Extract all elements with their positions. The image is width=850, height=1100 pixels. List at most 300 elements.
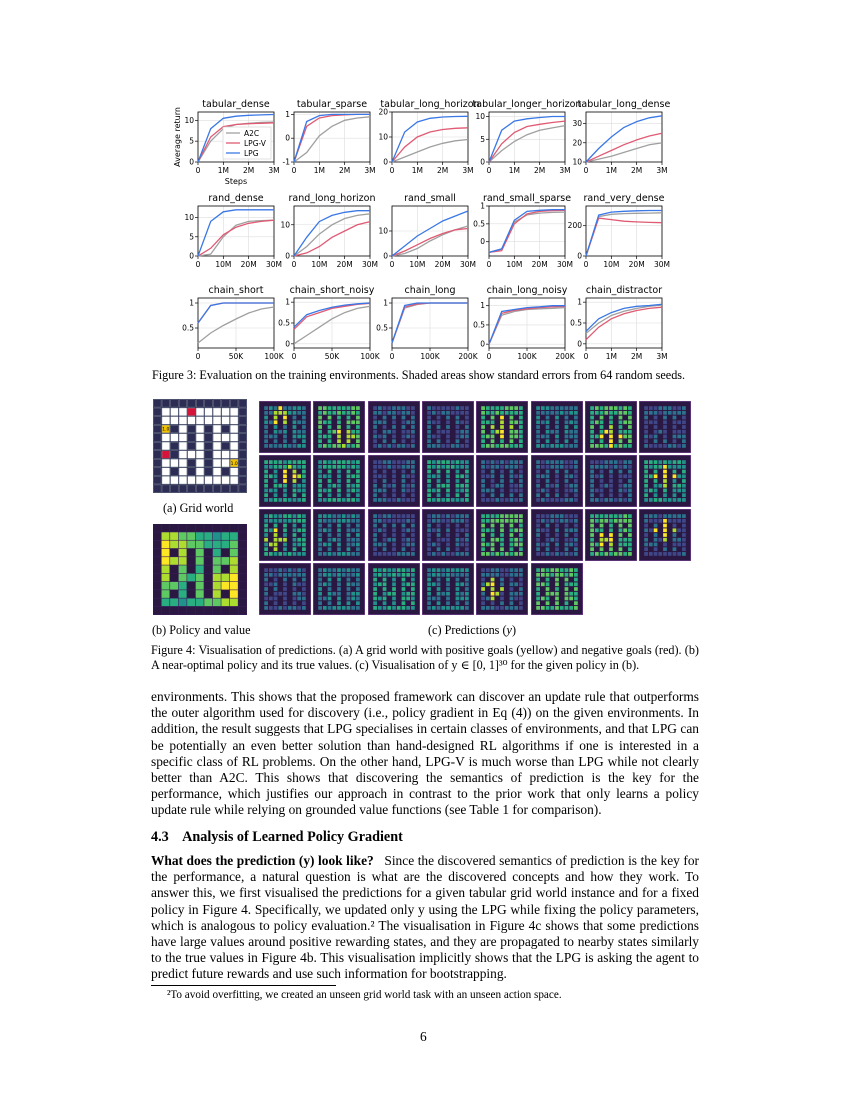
prediction-cell — [644, 533, 648, 537]
prediction-cell — [337, 416, 341, 420]
prediction-cell — [347, 479, 351, 483]
prediction-cell — [274, 460, 278, 464]
prediction-cell — [564, 484, 568, 488]
prediction-cell — [545, 524, 549, 528]
value-cell — [162, 607, 170, 615]
prediction-cell — [437, 406, 441, 410]
prediction-cell — [302, 425, 306, 429]
prediction-cell — [677, 444, 681, 448]
prediction-cell — [283, 479, 287, 483]
prediction-cell — [609, 444, 613, 448]
prediction-cell — [510, 552, 514, 556]
prediction-cell — [269, 465, 273, 469]
prediction-cell — [519, 470, 523, 474]
value-cell — [204, 532, 212, 540]
prediction-cell — [515, 538, 519, 542]
prediction-cell — [663, 420, 667, 424]
prediction-cell — [333, 519, 337, 523]
prediction-cell — [319, 592, 323, 596]
prediction-cell — [500, 489, 504, 493]
prediction-cell — [540, 444, 544, 448]
prediction-cell — [427, 470, 431, 474]
prediction-cell — [269, 543, 273, 547]
prediction-cell — [446, 519, 450, 523]
prediction-cell — [352, 606, 356, 610]
prediction-cell — [545, 416, 549, 420]
prediction-cell — [510, 592, 514, 596]
prediction-cell — [441, 514, 445, 518]
prediction-cell — [599, 489, 603, 493]
prediction-cell — [481, 533, 485, 537]
prediction-cell — [356, 552, 360, 556]
prediction-cell — [437, 578, 441, 582]
prediction-cell — [677, 430, 681, 434]
prediction-map — [422, 509, 474, 561]
prediction-cell — [396, 606, 400, 610]
prediction-cell — [382, 573, 386, 577]
prediction-cell — [283, 439, 287, 443]
prediction-cell — [373, 592, 377, 596]
prediction-cell — [401, 592, 405, 596]
prediction-cell — [323, 489, 327, 493]
prediction-cell — [536, 498, 540, 502]
x-tick-label: 1M — [605, 352, 617, 361]
grid-cell — [162, 485, 170, 493]
prediction-cell — [649, 528, 653, 532]
prediction-cell — [460, 514, 464, 518]
prediction-cell — [328, 568, 332, 572]
prediction-cell — [328, 524, 332, 528]
prediction-cell — [356, 498, 360, 502]
prediction-cell — [644, 479, 648, 483]
prediction-cell — [274, 498, 278, 502]
prediction-cell — [569, 568, 573, 572]
x-tick-label: 20M — [336, 260, 353, 269]
prediction-cell — [505, 552, 509, 556]
prediction-cell — [536, 406, 540, 410]
prediction-cell — [481, 552, 485, 556]
grid-cell — [239, 434, 247, 442]
prediction-cell — [569, 538, 573, 542]
prediction-cell — [505, 573, 509, 577]
prediction-map-svg — [368, 509, 420, 561]
prediction-cell — [392, 406, 396, 410]
prediction-cell — [278, 552, 282, 556]
prediction-cell — [378, 435, 382, 439]
prediction-cell — [269, 435, 273, 439]
grid-cell — [213, 417, 221, 425]
prediction-cell — [323, 543, 327, 547]
prediction-cell — [437, 474, 441, 478]
prediction-cell — [387, 568, 391, 572]
prediction-cell — [515, 514, 519, 518]
prediction-cell — [373, 568, 377, 572]
value-cell — [230, 549, 238, 557]
prediction-cell — [406, 498, 410, 502]
prediction-cell — [590, 519, 594, 523]
prediction-cell — [481, 430, 485, 434]
value-cell — [153, 582, 161, 590]
prediction-cell — [510, 514, 514, 518]
prediction-cell — [382, 484, 386, 488]
prediction-cell — [590, 489, 594, 493]
prediction-cell — [673, 547, 677, 551]
prediction-cell — [378, 573, 382, 577]
prediction-cell — [644, 519, 648, 523]
prediction-cell — [644, 444, 648, 448]
prediction-cell — [491, 592, 495, 596]
value-cell — [204, 598, 212, 606]
value-cell — [170, 532, 178, 540]
prediction-cell — [283, 573, 287, 577]
prediction-cell — [595, 411, 599, 415]
prediction-cell — [590, 474, 594, 478]
prediction-cell — [392, 547, 396, 551]
prediction-cell — [293, 435, 297, 439]
prediction-cell — [481, 547, 485, 551]
prediction-cell — [437, 552, 441, 556]
prediction-cell — [654, 430, 658, 434]
prediction-cell — [519, 465, 523, 469]
prediction-cell — [644, 460, 648, 464]
prediction-cell — [465, 444, 469, 448]
prediction-cell — [500, 406, 504, 410]
prediction-cell — [536, 592, 540, 596]
prediction-cell — [293, 493, 297, 497]
section-number: 4.3 — [151, 829, 169, 845]
prediction-cell — [401, 514, 405, 518]
prediction-cell — [564, 470, 568, 474]
prediction-cell — [427, 524, 431, 528]
prediction-cell — [574, 416, 578, 420]
x-tick-label: 200K — [458, 352, 478, 361]
prediction-cell — [392, 578, 396, 582]
prediction-cell — [595, 465, 599, 469]
prediction-cell — [455, 514, 459, 518]
grid-cell — [188, 485, 196, 493]
grid-cell — [196, 434, 204, 442]
prediction-cell — [465, 420, 469, 424]
prediction-cell — [550, 484, 554, 488]
grid-cell — [171, 408, 179, 416]
y-tick-label: 0.5 — [570, 318, 582, 328]
chart-title: chain_short — [208, 285, 264, 296]
value-cell — [153, 524, 161, 532]
prediction-cell — [347, 519, 351, 523]
prediction-map-svg — [422, 455, 474, 507]
prediction-cell — [352, 592, 356, 596]
x-tick-label: 2M — [534, 166, 546, 175]
prediction-cell — [465, 533, 469, 537]
grid-cell — [196, 451, 204, 459]
prediction-cell — [373, 582, 377, 586]
prediction-cell — [599, 474, 603, 478]
prediction-cell — [356, 597, 360, 601]
prediction-cell — [481, 601, 485, 605]
value-cell — [153, 565, 161, 573]
prediction-cell — [564, 524, 568, 528]
subcaption-c-suffix: ) — [511, 623, 517, 637]
prediction-cell — [491, 573, 495, 577]
prediction-cell — [536, 470, 540, 474]
prediction-cell — [682, 465, 686, 469]
prediction-cell — [519, 568, 523, 572]
prediction-cell — [564, 547, 568, 551]
prediction-cell — [356, 573, 360, 577]
prediction-cell — [465, 552, 469, 556]
prediction-cell — [446, 582, 450, 586]
prediction-cell — [465, 425, 469, 429]
prediction-cell — [278, 606, 282, 610]
prediction-cell — [460, 420, 464, 424]
grid-cell — [205, 442, 213, 450]
prediction-cell — [628, 524, 632, 528]
prediction-cell — [451, 406, 455, 410]
prediction-cell — [500, 460, 504, 464]
prediction-cell — [427, 533, 431, 537]
prediction-cell — [465, 587, 469, 591]
prediction-cell — [569, 597, 573, 601]
prediction-cell — [491, 479, 495, 483]
prediction-cell — [555, 528, 559, 532]
predictions-grid — [259, 401, 691, 613]
prediction-cell — [278, 592, 282, 596]
prediction-cell — [427, 435, 431, 439]
prediction-cell — [319, 474, 323, 478]
prediction-cell — [441, 592, 445, 596]
prediction-cell — [536, 528, 540, 532]
value-cell — [170, 549, 178, 557]
y-tick-label: 10 — [280, 220, 290, 230]
value-cell — [221, 549, 229, 557]
prediction-cell — [352, 420, 356, 424]
prediction-cell — [319, 439, 323, 443]
prediction-cell — [623, 528, 627, 532]
y-tick-label: 0 — [285, 339, 290, 349]
prediction-map — [422, 401, 474, 453]
prediction-cell — [550, 514, 554, 518]
prediction-cell — [590, 498, 594, 502]
prediction-cell — [337, 519, 341, 523]
prediction-cell — [437, 601, 441, 605]
prediction-cell — [455, 465, 459, 469]
grid-cell — [188, 417, 196, 425]
prediction-cell — [481, 420, 485, 424]
y-tick-label: 10 — [378, 132, 388, 142]
prediction-cell — [401, 416, 405, 420]
prediction-cell — [618, 489, 622, 493]
prediction-cell — [441, 444, 445, 448]
prediction-cell — [481, 573, 485, 577]
grid-cell — [205, 434, 213, 442]
prediction-cell — [590, 430, 594, 434]
value-cell — [230, 582, 238, 590]
prediction-cell — [293, 406, 297, 410]
prediction-cell — [545, 514, 549, 518]
prediction-cell — [432, 420, 436, 424]
prediction-cell — [536, 606, 540, 610]
prediction-cell — [659, 444, 663, 448]
prediction-cell — [682, 538, 686, 542]
prediction-cell — [604, 484, 608, 488]
grid-cell — [213, 468, 221, 476]
prediction-cell — [555, 606, 559, 610]
value-cell — [204, 574, 212, 582]
prediction-cell — [347, 573, 351, 577]
prediction-cell — [491, 474, 495, 478]
y-tick-label: 5 — [189, 136, 194, 146]
prediction-cell — [510, 484, 514, 488]
prediction-cell — [545, 493, 549, 497]
grid-cell — [239, 485, 247, 493]
value-cell — [179, 582, 187, 590]
grid-cell — [205, 451, 213, 459]
prediction-cell — [496, 568, 500, 572]
prediction-map-svg — [476, 401, 528, 453]
prediction-cell — [574, 519, 578, 523]
prediction-cell — [323, 519, 327, 523]
prediction-cell — [427, 519, 431, 523]
x-tick-label: 0 — [195, 260, 201, 269]
prediction-cell — [574, 524, 578, 528]
prediction-cell — [401, 420, 405, 424]
prediction-cell — [274, 489, 278, 493]
prediction-cell — [590, 420, 594, 424]
value-cell — [170, 598, 178, 606]
prediction-cell — [283, 406, 287, 410]
prediction-cell — [510, 524, 514, 528]
prediction-cell — [293, 425, 297, 429]
prediction-cell — [347, 489, 351, 493]
prediction-cell — [392, 444, 396, 448]
value-cell — [162, 524, 170, 532]
prediction-cell — [604, 430, 608, 434]
prediction-cell — [515, 597, 519, 601]
prediction-cell — [555, 592, 559, 596]
prediction-cell — [564, 538, 568, 542]
prediction-cell — [564, 479, 568, 483]
prediction-cell — [427, 430, 431, 434]
prediction-cell — [283, 420, 287, 424]
prediction-cell — [427, 543, 431, 547]
prediction-cell — [264, 479, 268, 483]
prediction-cell — [352, 465, 356, 469]
prediction-cell — [510, 538, 514, 542]
prediction-cell — [590, 493, 594, 497]
prediction-cell — [569, 592, 573, 596]
prediction-cell — [319, 524, 323, 528]
prediction-cell — [460, 435, 464, 439]
prediction-cell — [411, 493, 415, 497]
prediction-cell — [574, 420, 578, 424]
prediction-cell — [510, 597, 514, 601]
prediction-cell — [406, 430, 410, 434]
value-cell — [196, 607, 204, 615]
grid-cell — [205, 476, 213, 484]
prediction-cell — [500, 444, 504, 448]
prediction-cell — [609, 435, 613, 439]
prediction-cell — [337, 587, 341, 591]
prediction-cell — [555, 479, 559, 483]
prediction-cell — [618, 547, 622, 551]
prediction-cell — [278, 519, 282, 523]
prediction-cell — [550, 460, 554, 464]
prediction-cell — [618, 552, 622, 556]
prediction-cell — [500, 474, 504, 478]
prediction-cell — [515, 411, 519, 415]
prediction-cell — [564, 592, 568, 596]
prediction-cell — [274, 597, 278, 601]
prediction-cell — [590, 411, 594, 415]
prediction-cell — [387, 573, 391, 577]
prediction-cell — [406, 444, 410, 448]
prediction-cell — [446, 524, 450, 528]
prediction-cell — [569, 474, 573, 478]
prediction-cell — [481, 411, 485, 415]
prediction-cell — [446, 484, 450, 488]
prediction-cell — [519, 484, 523, 488]
prediction-cell — [668, 406, 672, 410]
prediction-cell — [323, 514, 327, 518]
prediction-map-svg — [259, 509, 311, 561]
prediction-cell — [302, 470, 306, 474]
prediction-cell — [337, 411, 341, 415]
prediction-cell — [373, 430, 377, 434]
prediction-cell — [446, 514, 450, 518]
prediction-cell — [649, 543, 653, 547]
prediction-cell — [500, 430, 504, 434]
prediction-cell — [337, 514, 341, 518]
prediction-cell — [559, 406, 563, 410]
prediction-cell — [373, 474, 377, 478]
prediction-cell — [302, 528, 306, 532]
prediction-cell — [574, 465, 578, 469]
prediction-cell — [411, 582, 415, 586]
prediction-cell — [382, 406, 386, 410]
prediction-cell — [555, 597, 559, 601]
figure3-caption: Figure 3: Evaluation on the training environments. Shaded areas show standard errors from 64 random seeds. — [152, 368, 686, 382]
prediction-cell — [574, 543, 578, 547]
prediction-cell — [519, 479, 523, 483]
prediction-cell — [649, 435, 653, 439]
prediction-cell — [387, 514, 391, 518]
prediction-cell — [274, 573, 278, 577]
prediction-cell — [328, 582, 332, 586]
prediction-cell — [382, 578, 386, 582]
prediction-cell — [373, 587, 377, 591]
prediction-cell — [288, 568, 292, 572]
prediction-cell — [574, 493, 578, 497]
prediction-cell — [401, 489, 405, 493]
prediction-cell — [328, 498, 332, 502]
value-cell — [153, 598, 161, 606]
grid-cell — [222, 442, 230, 450]
grid-cell — [213, 442, 221, 450]
prediction-cell — [432, 519, 436, 523]
prediction-cell — [599, 411, 603, 415]
grid-cell — [205, 425, 213, 433]
prediction-cell — [401, 597, 405, 601]
prediction-cell — [297, 592, 301, 596]
prediction-cell — [510, 416, 514, 420]
prediction-cell — [274, 474, 278, 478]
prediction-cell — [392, 524, 396, 528]
prediction-cell — [682, 493, 686, 497]
prediction-cell — [465, 606, 469, 610]
grid-cell — [179, 425, 187, 433]
prediction-cell — [663, 528, 667, 532]
prediction-cell — [569, 519, 573, 523]
